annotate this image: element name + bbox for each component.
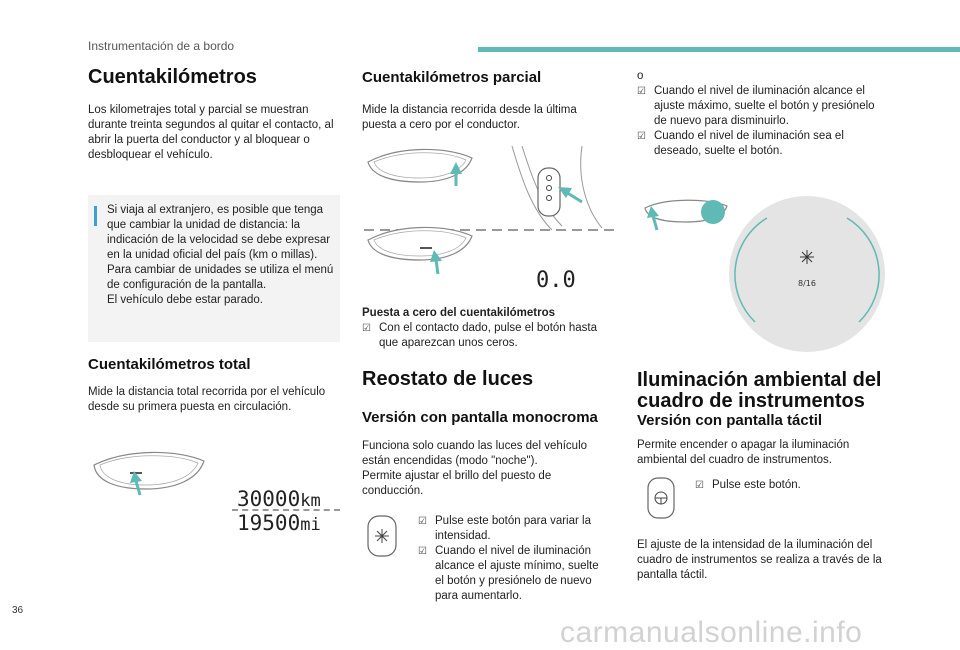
odometer-mi-readout: [237, 511, 321, 535]
ambient-lighting-title: Iluminación ambiental del cuadro de instrumentos: [637, 369, 882, 412]
brightness-icon: [375, 529, 389, 543]
total-odometer-text: Mide la distancia total recorrida por el vehículo desde su primera puesta en circulación.: [88, 386, 326, 413]
mono-version-text: Funciona solo cuando las luces del vehículo están encendidas (modo "noche"). Permite ajustar el brillo del puesto de conducción.: [362, 440, 588, 497]
odometer-intro: Los kilometrajes total y parcial se muestran durante treinta segundos al quitar el contacto, al abrir la puerta del conductor y al bloquear o desbloquear el vehículo.: [88, 104, 334, 161]
dimmer-button-illustration: [362, 512, 404, 562]
list-item: ☑ Cuando el nivel de iluminación alcance el ajuste mínimo, suelte el botón y presiónelo de nuevo para aumentarlo.: [418, 544, 608, 604]
trip-odometer-text: Mide la distancia recorrida desde la última puesta a cero por el conductor.: [362, 104, 577, 131]
dimmer-title: Reostato de luces: [362, 368, 534, 390]
odometer-km-unit: km: [300, 491, 321, 511]
trip-odometer-illustration: [362, 140, 617, 295]
odometer-mi-value: 19500: [237, 511, 301, 535]
list-item: ☑ Pulse este botón para variar la intensidad.: [418, 514, 608, 544]
pointer-arrow-icon: [558, 187, 582, 202]
header-accent-bar: [478, 47, 960, 52]
touch-footer-text: El ajuste de la intensidad de la iluminación del cuadro de instrumentos se realiza a través de la pantalla táctil.: [637, 539, 882, 581]
reset-steps: [362, 321, 607, 351]
dimmer-button-highlight: [701, 200, 725, 224]
steering-wheel-drawing: [512, 146, 602, 230]
page-number: 36: [12, 605, 24, 616]
dial-level-text: 8/16: [798, 279, 816, 288]
odometer-title: Cuentakilómetros: [88, 66, 257, 88]
info-note-text: Si viaja al extranjero, es posible que tenga que cambiar la unidad de distancia: la indicación de la velocidad se debe expresar en la unidad oficial del país (km o millas). Para cambiar de unidades se utiliza el menú de configuración de la pantalla. El vehículo debe estar parado.: [107, 204, 334, 306]
watermark: carmanualsonline.info: [560, 616, 863, 649]
list-item: ☑ Cuando el nivel de iluminación alcance el ajuste máximo, suelte el botón y presiónelo de nuevo para disminuirlo.: [637, 84, 887, 129]
list-item: ☑ Pulse este botón.: [695, 478, 885, 493]
dimmer-steps: [637, 84, 887, 159]
reset-title: Puesta a cero del cuentakilómetros: [362, 307, 556, 319]
section-header: Instrumentación de a bordo: [88, 39, 235, 53]
info-icon: [94, 206, 97, 226]
total-odometer-title: Cuentakilómetros total: [88, 356, 251, 373]
mono-version-title: Versión con pantalla monocroma: [362, 409, 598, 426]
touch-version-text: Permite encender o apagar la iluminación ambiental del cuadro de instrumentos.: [637, 439, 850, 466]
instrument-button-drawing: [368, 227, 472, 260]
mono-steps: [418, 514, 608, 604]
or-text: o: [637, 70, 644, 82]
trip-odometer-title: Cuentakilómetros parcial: [362, 69, 542, 86]
touch-version-title: Versión con pantalla táctil: [637, 412, 823, 429]
dimmer-dial-illustration: [637, 190, 887, 355]
list-item: ☑ Cuando el nivel de iluminación sea el deseado, suelte el botón.: [637, 129, 887, 159]
touch-steps: [695, 478, 885, 493]
dial-background: [729, 196, 885, 352]
instrument-button-drawing: [94, 452, 204, 489]
odometer-km-readout: [237, 487, 321, 511]
ambient-button-illustration: [644, 474, 678, 524]
odometer-km-value: 30000: [237, 487, 301, 511]
trip-readout: 0.0: [536, 268, 576, 293]
odometer-mi-unit: mi: [300, 515, 321, 535]
brightness-icon: [800, 250, 814, 264]
list-item: ☑ Con el contacto dado, pulse el botón hasta que aparezcan unos ceros.: [362, 321, 607, 351]
